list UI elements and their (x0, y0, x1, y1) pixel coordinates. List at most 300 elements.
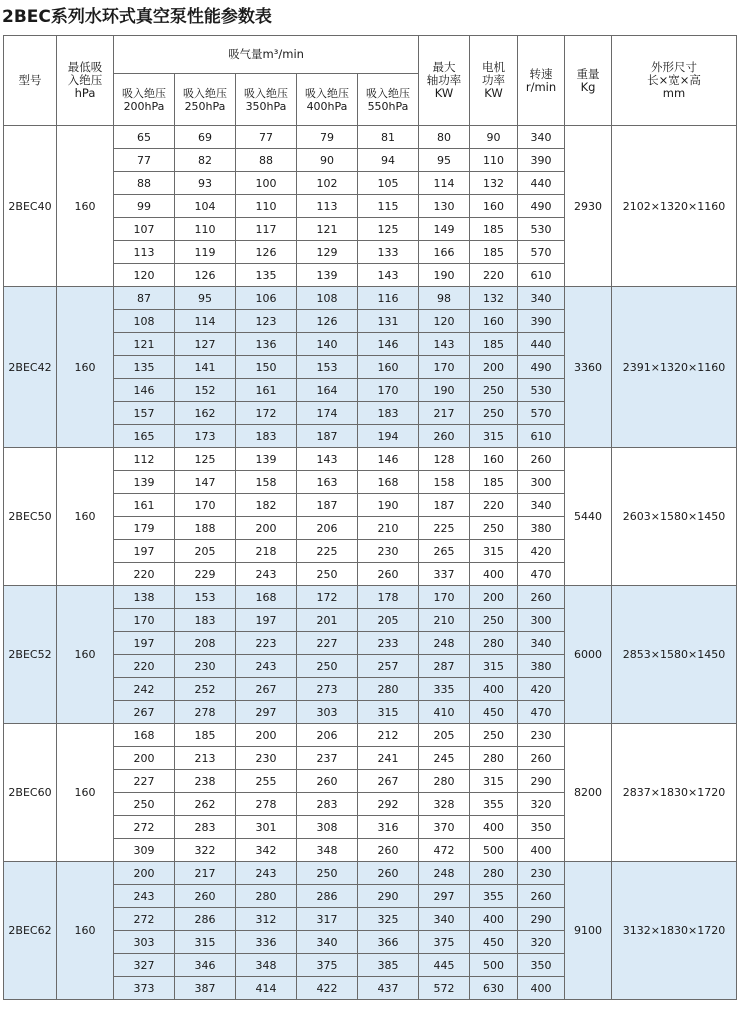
table-cell: 112 (114, 448, 175, 471)
header-dims-line1: 外形尺寸 (651, 60, 697, 74)
table-cell: 166 (419, 241, 470, 264)
table-cell: 136 (236, 333, 297, 356)
table-cell: 161 (114, 494, 175, 517)
table-cell: 150 (236, 356, 297, 379)
table-cell: 200 (470, 356, 518, 379)
table-cell: 120 (419, 310, 470, 333)
table-cell: 320 (518, 793, 565, 816)
header-max-power (419, 36, 470, 126)
header-sub-250-unit: 250hPa (184, 99, 226, 113)
table-cell: 340 (518, 632, 565, 655)
table-cell: 170 (419, 586, 470, 609)
table-cell: 387 (175, 977, 236, 1000)
table-cell: 77 (114, 149, 175, 172)
header-sub-400-unit: 400hPa (306, 99, 348, 113)
table-cell: 400 (470, 816, 518, 839)
model-group-2bec40 (4, 126, 737, 287)
header-max-power-line1: 最大 (432, 60, 456, 74)
table-cell: 102 (297, 172, 358, 195)
table-cell: 250 (470, 379, 518, 402)
table-cell: 346 (175, 954, 236, 977)
table-cell: 135 (236, 264, 297, 287)
table-cell: 500 (470, 839, 518, 862)
model-group-2bec62 (4, 862, 737, 1000)
header-speed (518, 36, 565, 126)
table-cell: 315 (470, 770, 518, 793)
table-cell: 183 (358, 402, 419, 425)
table-cell: 243 (236, 563, 297, 586)
table-cell: 312 (236, 908, 297, 931)
table-cell: 132 (470, 172, 518, 195)
table-cell: 110 (236, 195, 297, 218)
table-cell: 229 (175, 563, 236, 586)
table-cell: 322 (175, 839, 236, 862)
header-sub-250-label: 吸入绝压 (183, 86, 227, 100)
table-cell: 205 (175, 540, 236, 563)
table-cell: 119 (175, 241, 236, 264)
model-group-2bec42 (4, 287, 737, 448)
table-cell: 115 (358, 195, 419, 218)
table-cell: 173 (175, 425, 236, 448)
table-cell: 158 (236, 471, 297, 494)
header-dims (612, 36, 737, 126)
table-cell: 257 (358, 655, 419, 678)
table-cell: 355 (470, 885, 518, 908)
table-cell: 90 (297, 149, 358, 172)
table-cell: 93 (175, 172, 236, 195)
weight-cell: 3360 (565, 287, 612, 448)
header-sub-400-label: 吸入绝压 (305, 86, 349, 100)
table-cell: 146 (114, 379, 175, 402)
table-cell: 278 (175, 701, 236, 724)
table-cell: 286 (175, 908, 236, 931)
table-cell: 116 (358, 287, 419, 310)
spec-table (3, 35, 737, 1000)
table-cell: 110 (470, 149, 518, 172)
table-cell: 280 (358, 678, 419, 701)
table-cell: 250 (297, 563, 358, 586)
table-cell: 170 (419, 356, 470, 379)
table-cell: 348 (297, 839, 358, 862)
table-cell: 610 (518, 425, 565, 448)
table-cell: 375 (297, 954, 358, 977)
table-cell: 172 (297, 586, 358, 609)
table-cell: 260 (297, 770, 358, 793)
table-cell: 250 (470, 609, 518, 632)
table-cell: 241 (358, 747, 419, 770)
table-cell: 168 (358, 471, 419, 494)
header-motor-power-line1: 电机 (482, 60, 505, 74)
table-cell: 160 (470, 195, 518, 218)
table-cell: 315 (470, 540, 518, 563)
table-cell: 472 (419, 839, 470, 862)
table-cell: 300 (518, 471, 565, 494)
table-cell: 336 (236, 931, 297, 954)
table-cell: 206 (297, 517, 358, 540)
table-cell: 303 (297, 701, 358, 724)
header-max-power-line2: 轴功率 (426, 73, 462, 87)
model-cell: 2BEC40 (4, 126, 57, 287)
table-cell: 194 (358, 425, 419, 448)
table-cell: 121 (114, 333, 175, 356)
table-cell: 380 (518, 517, 565, 540)
table-cell: 161 (236, 379, 297, 402)
table-cell: 140 (297, 333, 358, 356)
table-cell: 227 (297, 632, 358, 655)
table-cell: 500 (470, 954, 518, 977)
header-max-power-unit: KW (434, 86, 454, 100)
table-cell: 530 (518, 379, 565, 402)
table-cell: 88 (236, 149, 297, 172)
table-cell: 260 (358, 839, 419, 862)
table-row (4, 126, 737, 149)
header-speed-unit: r/min (525, 79, 557, 94)
table-cell: 250 (470, 724, 518, 747)
table-cell: 420 (518, 678, 565, 701)
table-cell: 230 (358, 540, 419, 563)
header-sub-350-label: 吸入绝压 (244, 86, 288, 100)
header-sub-250 (175, 74, 236, 126)
table-row (4, 862, 737, 885)
table-cell: 280 (419, 770, 470, 793)
table-cell: 90 (470, 126, 518, 149)
table-cell: 366 (358, 931, 419, 954)
table-cell: 243 (236, 862, 297, 885)
table-cell: 114 (419, 172, 470, 195)
table-row (4, 586, 737, 609)
table-cell: 212 (358, 724, 419, 747)
table-row (4, 287, 737, 310)
min-pressure-cell: 160 (57, 586, 114, 724)
table-cell: 272 (114, 908, 175, 931)
dimensions-cell: 2603×1580×1450 (612, 448, 737, 586)
table-cell: 141 (175, 356, 236, 379)
table-cell: 217 (175, 862, 236, 885)
table-cell: 260 (358, 862, 419, 885)
table-cell: 164 (297, 379, 358, 402)
min-pressure-cell: 160 (57, 448, 114, 586)
header-motor-power (470, 36, 518, 126)
table-cell: 470 (518, 563, 565, 586)
table-cell: 133 (358, 241, 419, 264)
table-cell: 135 (114, 356, 175, 379)
table-cell: 160 (470, 448, 518, 471)
table-cell: 303 (114, 931, 175, 954)
table-cell: 490 (518, 195, 565, 218)
table-cell: 242 (114, 678, 175, 701)
model-cell: 2BEC50 (4, 448, 57, 586)
table-cell: 185 (470, 218, 518, 241)
table-cell: 149 (419, 218, 470, 241)
table-cell: 65 (114, 126, 175, 149)
table-cell: 440 (518, 333, 565, 356)
table-cell: 315 (470, 425, 518, 448)
table-cell: 81 (358, 126, 419, 149)
table-cell: 250 (297, 862, 358, 885)
model-group-2bec60 (4, 724, 737, 862)
table-cell: 185 (470, 333, 518, 356)
table-cell: 273 (297, 678, 358, 701)
table-cell: 188 (175, 517, 236, 540)
table-cell: 127 (175, 333, 236, 356)
table-cell: 290 (518, 908, 565, 931)
table-cell: 152 (175, 379, 236, 402)
table-cell: 260 (419, 425, 470, 448)
table-cell: 400 (518, 977, 565, 1000)
table-cell: 390 (518, 310, 565, 333)
table-cell: 340 (297, 931, 358, 954)
table-cell: 570 (518, 402, 565, 425)
table-cell: 292 (358, 793, 419, 816)
min-pressure-cell: 160 (57, 862, 114, 1000)
table-cell: 280 (470, 632, 518, 655)
table-cell: 301 (236, 816, 297, 839)
model-cell: 2BEC62 (4, 862, 57, 1000)
table-cell: 106 (236, 287, 297, 310)
table-cell: 400 (470, 908, 518, 931)
table-cell: 206 (297, 724, 358, 747)
table-cell: 174 (297, 402, 358, 425)
table-cell: 100 (236, 172, 297, 195)
table-cell: 178 (358, 586, 419, 609)
table-cell: 139 (114, 471, 175, 494)
weight-cell: 2930 (565, 126, 612, 287)
table-cell: 107 (114, 218, 175, 241)
table-cell: 218 (236, 540, 297, 563)
table-cell: 248 (419, 632, 470, 655)
table-cell: 110 (175, 218, 236, 241)
table-cell: 125 (175, 448, 236, 471)
table-cell: 283 (297, 793, 358, 816)
table-cell: 250 (114, 793, 175, 816)
table-cell: 340 (518, 494, 565, 517)
table-cell: 225 (297, 540, 358, 563)
table-cell: 223 (236, 632, 297, 655)
table-cell: 350 (518, 816, 565, 839)
table-cell: 225 (419, 517, 470, 540)
model-group-2bec50 (4, 448, 737, 586)
table-cell: 260 (175, 885, 236, 908)
table-cell: 208 (175, 632, 236, 655)
table-cell: 255 (236, 770, 297, 793)
table-cell: 139 (297, 264, 358, 287)
table-cell: 95 (175, 287, 236, 310)
table-cell: 267 (236, 678, 297, 701)
table-cell: 342 (236, 839, 297, 862)
table-cell: 217 (419, 402, 470, 425)
table-cell: 162 (175, 402, 236, 425)
table-cell: 108 (114, 310, 175, 333)
table-cell: 380 (518, 655, 565, 678)
dimensions-cell: 2391×1320×1160 (612, 287, 737, 448)
table-cell: 205 (358, 609, 419, 632)
table-cell: 227 (114, 770, 175, 793)
table-cell: 190 (419, 264, 470, 287)
table-cell: 300 (518, 609, 565, 632)
table-cell: 138 (114, 586, 175, 609)
table-cell: 297 (419, 885, 470, 908)
table-cell: 325 (358, 908, 419, 931)
header-dims-line2: 长×宽×高 (647, 73, 701, 87)
table-cell: 348 (236, 954, 297, 977)
dimensions-cell: 2837×1830×1720 (612, 724, 737, 862)
table-cell: 355 (470, 793, 518, 816)
table-cell: 126 (175, 264, 236, 287)
table-cell: 201 (297, 609, 358, 632)
table-cell: 160 (470, 310, 518, 333)
table-cell: 185 (470, 241, 518, 264)
table-cell: 210 (358, 517, 419, 540)
table-cell: 220 (470, 264, 518, 287)
table-cell: 238 (175, 770, 236, 793)
table-cell: 280 (236, 885, 297, 908)
table-cell: 272 (114, 816, 175, 839)
table-cell: 220 (114, 655, 175, 678)
table-cell: 316 (358, 816, 419, 839)
table-cell: 340 (419, 908, 470, 931)
table-cell: 280 (470, 747, 518, 770)
table-cell: 129 (297, 241, 358, 264)
header-weight-unit: Kg (580, 79, 596, 94)
table-cell: 250 (297, 655, 358, 678)
table-cell: 128 (419, 448, 470, 471)
table-cell: 450 (470, 931, 518, 954)
weight-cell: 6000 (565, 586, 612, 724)
table-cell: 79 (297, 126, 358, 149)
table-cell: 125 (358, 218, 419, 241)
table-cell: 147 (175, 471, 236, 494)
table-cell: 267 (114, 701, 175, 724)
table-cell: 252 (175, 678, 236, 701)
table-cell: 170 (358, 379, 419, 402)
min-pressure-cell: 160 (57, 287, 114, 448)
header-sub-550-label: 吸入绝压 (366, 86, 410, 100)
table-cell: 172 (236, 402, 297, 425)
dimensions-cell: 3132×1830×1720 (612, 862, 737, 1000)
header-min-pressure (57, 36, 114, 126)
table-cell: 260 (518, 885, 565, 908)
table-cell: 440 (518, 172, 565, 195)
table-cell: 126 (236, 241, 297, 264)
table-cell: 260 (518, 586, 565, 609)
table-cell: 113 (297, 195, 358, 218)
page-title: 2BEC系列水环式真空泵性能参数表 (2, 7, 272, 27)
table-cell: 146 (358, 333, 419, 356)
table-cell: 309 (114, 839, 175, 862)
table-cell: 153 (175, 586, 236, 609)
table-cell: 220 (114, 563, 175, 586)
header-motor-power-line2: 功率 (482, 73, 505, 87)
header-sub-550-unit: 550hPa (367, 99, 409, 113)
table-cell: 183 (236, 425, 297, 448)
table-cell: 108 (297, 287, 358, 310)
table-cell: 168 (236, 586, 297, 609)
model-cell: 2BEC42 (4, 287, 57, 448)
table-cell: 80 (419, 126, 470, 149)
table-cell: 237 (297, 747, 358, 770)
table-cell: 278 (236, 793, 297, 816)
dimensions-cell: 2102×1320×1160 (612, 126, 737, 287)
table-cell: 572 (419, 977, 470, 1000)
table-cell: 200 (236, 517, 297, 540)
table-cell: 335 (419, 678, 470, 701)
table-cell: 69 (175, 126, 236, 149)
table-cell: 190 (358, 494, 419, 517)
table-cell: 131 (358, 310, 419, 333)
table-cell: 139 (236, 448, 297, 471)
min-pressure-cell: 160 (57, 724, 114, 862)
table-cell: 610 (518, 264, 565, 287)
table-cell: 315 (175, 931, 236, 954)
table-cell: 243 (114, 885, 175, 908)
table-cell: 197 (114, 540, 175, 563)
table-cell: 337 (419, 563, 470, 586)
table-cell: 370 (419, 816, 470, 839)
table-cell: 87 (114, 287, 175, 310)
table-cell: 283 (175, 816, 236, 839)
table-cell: 286 (297, 885, 358, 908)
table-cell: 328 (419, 793, 470, 816)
table-cell: 385 (358, 954, 419, 977)
table-cell: 470 (518, 701, 565, 724)
table-cell: 287 (419, 655, 470, 678)
table-cell: 187 (419, 494, 470, 517)
table-cell: 143 (358, 264, 419, 287)
weight-cell: 9100 (565, 862, 612, 1000)
table-cell: 120 (114, 264, 175, 287)
table-cell: 260 (518, 747, 565, 770)
table-cell: 185 (175, 724, 236, 747)
table-cell: 262 (175, 793, 236, 816)
model-cell: 2BEC52 (4, 586, 57, 724)
table-cell: 220 (470, 494, 518, 517)
table-cell: 143 (419, 333, 470, 356)
table-cell: 77 (236, 126, 297, 149)
table-cell: 146 (358, 448, 419, 471)
table-cell: 200 (236, 724, 297, 747)
table-cell: 197 (236, 609, 297, 632)
table-cell: 163 (297, 471, 358, 494)
table-cell: 260 (358, 563, 419, 586)
header-dims-unit: mm (662, 86, 686, 100)
table-cell: 99 (114, 195, 175, 218)
table-cell: 130 (419, 195, 470, 218)
min-pressure-cell: 160 (57, 126, 114, 287)
header-min-pressure-line1: 最低吸 (67, 60, 103, 74)
table-cell: 168 (114, 724, 175, 747)
table-cell: 375 (419, 931, 470, 954)
table-cell: 400 (518, 839, 565, 862)
table-cell: 230 (236, 747, 297, 770)
header-sub-350 (236, 74, 297, 126)
table-cell: 105 (358, 172, 419, 195)
table-cell: 182 (236, 494, 297, 517)
header-model: 型号 (4, 36, 57, 126)
table-cell: 205 (419, 724, 470, 747)
table-cell: 200 (114, 862, 175, 885)
table-cell: 170 (114, 609, 175, 632)
table-cell: 373 (114, 977, 175, 1000)
header-sub-200-label: 吸入绝压 (122, 86, 166, 100)
table-row (4, 448, 737, 471)
table-cell: 230 (518, 862, 565, 885)
table-cell: 308 (297, 816, 358, 839)
table-cell: 420 (518, 540, 565, 563)
table-cell: 187 (297, 425, 358, 448)
table-cell: 437 (358, 977, 419, 1000)
table-cell: 95 (419, 149, 470, 172)
table-cell: 82 (175, 149, 236, 172)
